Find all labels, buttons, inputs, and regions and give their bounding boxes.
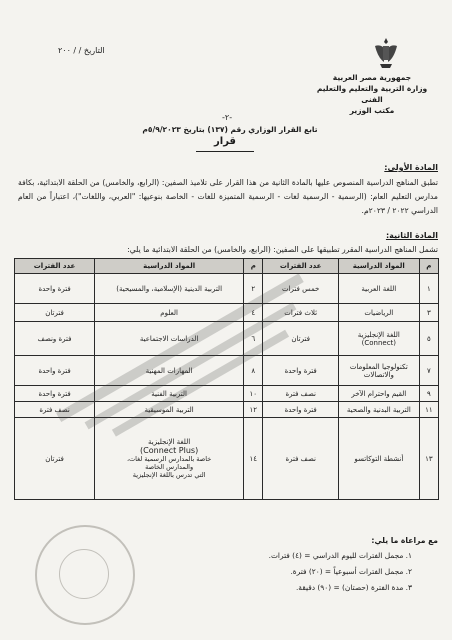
row-subject-2: التربية الدينية (الإسلامية، والمسيحية) xyxy=(95,274,244,304)
title-underline xyxy=(196,151,254,152)
english-note-3: التي تدرس باللغة الإنجليزية xyxy=(132,471,206,479)
row-periods-2: فترتان xyxy=(15,304,95,322)
row-periods-2: فترة واحدة xyxy=(15,386,95,402)
notes-title: مع مراعاة ما يلي: xyxy=(371,536,438,545)
row-number: ١ xyxy=(419,274,438,304)
row-subject-2: العلوم xyxy=(95,304,244,322)
row-number-2: ٨ xyxy=(244,356,263,386)
row-periods-2: فترتان xyxy=(15,418,95,500)
row-subject: اللغة العربية xyxy=(338,274,419,304)
row-subject-2: المهارات المهنية xyxy=(95,356,244,386)
row-subject-2: التربية الفنية xyxy=(95,386,244,402)
reference-line: تابع القرار الوزاري رقم (١٣٧) بتاريخ ٥/٩/٢٠٢٣م xyxy=(142,125,318,134)
note-item: ١. مجمل الفترات لليوم الدراسي = (٤) فترات. xyxy=(268,551,412,560)
row-number-2: ٦ xyxy=(244,322,263,356)
article-2-title: المادة الثانية: xyxy=(385,231,438,240)
row-number: ٥ xyxy=(419,322,438,356)
ministry-header xyxy=(312,72,432,116)
row-number: ٩ xyxy=(419,386,438,402)
row-periods: نصف فترة xyxy=(263,418,339,500)
row-subject: الرياضيات xyxy=(338,304,419,322)
header-subject-2: المواد الدراسية xyxy=(95,259,244,274)
row-periods: فترتان xyxy=(263,322,339,356)
article-1-text: تطبق المناهج الدراسية المنصوص عليها بالمادة الثانية من هذا القرار على تلاميذ الصفين: (الرابع، والخامس) من الحلقة الابتدائية، بكافة مدارس التعليم العام: (الرسمية - الرسمية لغات - الرسمية المتميزة للغات - الخاصة بنوعيها: "العربي، واللغات")، اعتباراً من العام الدراسي ٢٠٢٢ / ٢٠٢٣م. xyxy=(18,178,438,215)
decision-title: قرار xyxy=(214,136,236,147)
official-stamp xyxy=(35,525,135,625)
row-number: ١١ xyxy=(419,402,438,418)
header-subject: المواد الدراسية xyxy=(338,259,419,274)
english-subtitle: (Connect Plus) xyxy=(140,446,199,455)
header-number: م xyxy=(419,259,438,274)
row-subject: أنشطة التوكاتسو xyxy=(338,418,419,500)
row-subject: تكنولوجيا المعلومات والاتصالات xyxy=(338,356,419,386)
ministry-line-office: مكتب الوزير xyxy=(349,106,395,115)
row-periods: فترة واحدة xyxy=(263,356,339,386)
row-subject: القيم واحترام الآخر xyxy=(338,386,419,402)
row-number-2: ١٠ xyxy=(244,386,263,402)
english-note-1: خاصة بالمدارس الرسمية لغات، xyxy=(126,455,212,463)
row-periods-2: فترة واحدة xyxy=(15,356,95,386)
article-2-intro: تشمل المناهج الدراسية المقرر تطبيقها على الصفين: (الرابع، والخامس) من الحلقة الابتدائية ما يلي: xyxy=(127,245,438,254)
row-periods: ثلاث فترات xyxy=(263,304,339,322)
page-number: -٢- xyxy=(222,113,233,122)
eagle-emblem-icon xyxy=(372,36,400,72)
note-item: ٣. مدة الفترة (حصتان) = (٩٠) دقيقة. xyxy=(295,583,412,592)
header-number-2: م xyxy=(244,259,263,274)
row-number-2: ١٢ xyxy=(244,402,263,418)
row-number: ١٣ xyxy=(419,418,438,500)
article-1-title: المادة الأولى: xyxy=(384,163,438,172)
row-subject: التربية البدنية والصحية xyxy=(338,402,419,418)
row-subject: اللغة الإنجليزية (Connect) xyxy=(338,322,419,356)
ministry-line-ministry: وزارة التربية والتعليم والتعليم الفنى xyxy=(316,84,428,104)
row-number: ٧ xyxy=(419,356,438,386)
date-line: التاريخ / / ٢٠٠ xyxy=(58,46,105,55)
row-periods: نصف فترة xyxy=(263,386,339,402)
row-periods-2: فترة ونصف xyxy=(15,322,95,356)
row-subject-2: الدراسات الاجتماعية xyxy=(95,322,244,356)
english-title: اللغة الإنجليزية xyxy=(148,438,191,446)
row-number-2: ١٤ xyxy=(244,418,263,500)
row-subject-2: التربية الموسيقية xyxy=(95,402,244,418)
row-periods: فترة واحدة xyxy=(263,402,339,418)
english-note-2: والمدارس الخاصة xyxy=(145,463,194,471)
row-number-2: ٤ xyxy=(244,304,263,322)
row-periods: خمس فترات xyxy=(263,274,339,304)
stamp-inner-ring xyxy=(59,549,109,599)
row-periods-2: فترة واحدة xyxy=(15,274,95,304)
ministry-line-country: جمهورية مصر العربية xyxy=(332,73,412,82)
header-periods-2: عدد الفترات xyxy=(15,259,95,274)
row-periods-2: نصف فترة xyxy=(15,402,95,418)
header-periods: عدد الفترات xyxy=(263,259,339,274)
row-number-2: ٢ xyxy=(244,274,263,304)
row-number: ٣ xyxy=(419,304,438,322)
note-item: ٢. مجمل الفترات أسبوعياً = (٢٠) فترة. xyxy=(290,567,412,576)
